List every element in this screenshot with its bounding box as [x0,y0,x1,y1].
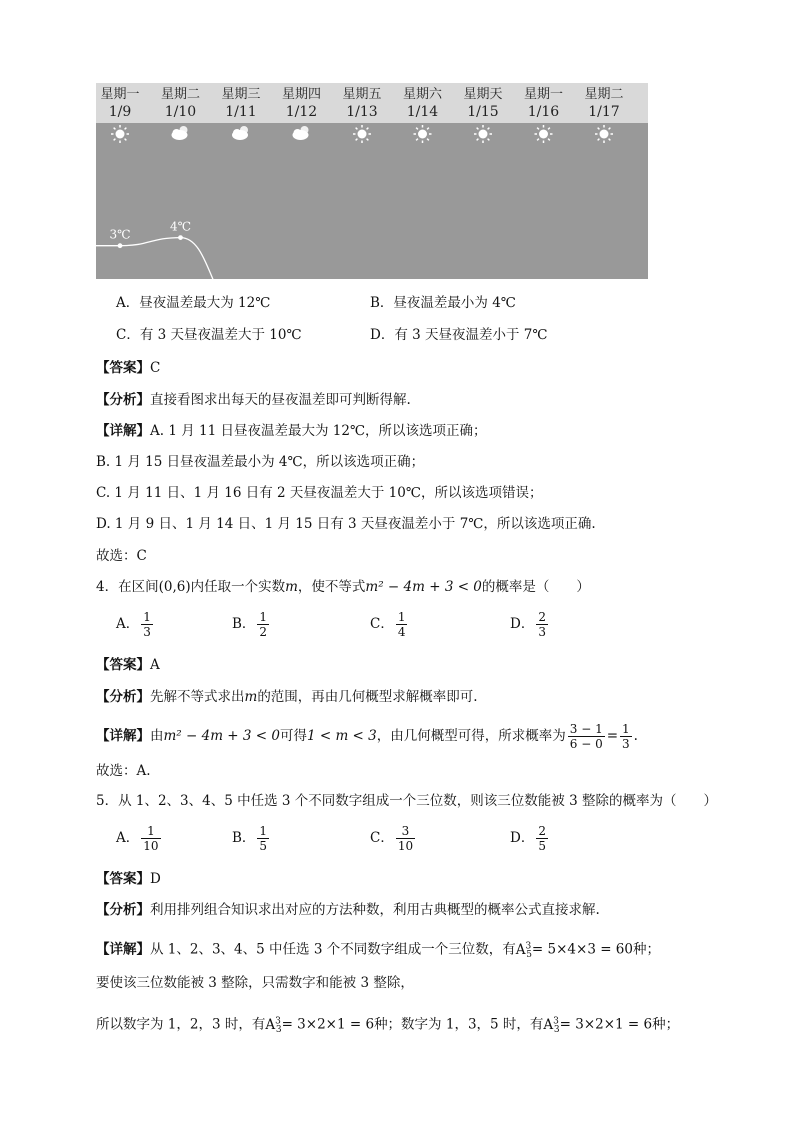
date-label: 1/9 [108,104,132,120]
numerator: 1 [143,610,151,624]
weekday-label: 星期二 [584,87,624,102]
weekday-label: 星期二 [160,87,201,102]
analysis-tag: 【分析】 [96,392,150,408]
denominator: 3 [143,625,151,639]
numerator: 1 [397,610,406,624]
denominator: 3 [622,737,630,751]
option-label: A． [116,616,140,632]
variable-m: m [244,689,258,705]
detail-text: 由 [150,728,164,744]
numerator: 1 [141,824,160,839]
weekday-label: 星期一 [523,87,564,102]
denominator: 2 [259,625,268,639]
interval: (0,6) [158,579,191,595]
q5-option-d [510,824,550,853]
detail-text: 种； [652,1016,680,1033]
date-label: 1/17 [588,104,620,120]
date-label: 1/13 [346,104,378,120]
weather-figure [96,83,648,279]
analysis-text: 的范围，再由几何概型求解概率即可. [257,689,478,705]
range: 1 < m < 3 [306,728,377,744]
detail-text: ，由几何概型可得，所求概率为 [376,728,566,744]
denominator: 10 [397,839,414,853]
stem-text: 的概率是（ ） [481,579,590,595]
date-label: 1/16 [527,104,560,120]
q3-option-c: C．有 3 天昼夜温差大于 10℃ [116,327,302,343]
fraction [396,824,415,853]
equals: = [606,728,619,744]
permutation: $A^3_5$ [515,941,532,961]
numerator: 2 [538,824,546,838]
detail-text: 可得 [279,728,307,744]
analysis-text: 先解不等式求出 [150,689,245,705]
denominator: 10 [143,839,159,853]
weekday-label: 星期三 [221,87,261,102]
denominator: 6 − 0 [569,737,603,751]
variable-m: m [285,579,298,595]
denominator: 5 [259,839,268,853]
detail-tag: 【详解】 [96,423,150,439]
weekday-label: 星期四 [281,87,322,102]
equation: = 5×4×3 = 60 [531,941,633,958]
stem-text: 4．在区间 [96,579,159,595]
weather-chart-area [96,123,648,279]
q5-stem: 5．从 1、2、3、4、5 中任选 3 个不同数字组成一个三位数，则该三位数能被 3 整除的概率为（ ） [96,793,717,809]
inequality: m² − 4m + 3 < 0 [163,728,280,744]
answer-tag: 【答案】 [96,360,150,376]
analysis-text: 利用排列组合知识求出对应的方法种数，利用古典概型的概率公式直接求解. [150,902,600,918]
numerator: 3 − 1 [569,722,603,736]
option-label: B． [232,616,256,632]
detail-text: 种； [633,941,660,958]
answer-tag: 【答案】 [96,657,150,673]
weekday-label: 星期一 [100,87,140,102]
q3-detail-4: D. 1 月 9 日、1 月 14 日、1 月 15 日有 3 天昼夜温差小于 7℃，所以该选项正确. [96,516,596,532]
equation: = 3×2×1 = 6 [281,1016,375,1033]
weekday-label: 星期天 [463,87,503,102]
temp-point [178,235,183,240]
q5-detail-1 [96,936,660,965]
numerator: 1 [259,824,268,838]
detail-tag: 【详解】 [96,941,150,958]
period: . [633,728,638,744]
fraction [536,610,548,639]
fraction [536,824,548,853]
q3-option-b: B．昼夜温差最小为 4℃ [370,295,516,311]
q3-choice: 故选：C [96,548,147,564]
date-label: 1/15 [467,104,499,120]
q3-option-a: A．昼夜温差最大为 12℃ [116,295,271,311]
numerator: 2 [538,610,546,624]
denominator: 3 [538,625,546,639]
q5-analysis [96,900,600,920]
q4-stem [96,577,590,597]
q4-option-c [370,610,409,639]
answer-value: A [150,657,160,673]
detail-text: 从 1、2、3、4、5 中任选 3 个不同数字组成一个三位数，有 [150,941,516,958]
q4-option-b [232,610,271,639]
fraction [141,610,153,639]
permutation: $A^3_3$ [543,1016,560,1036]
temp-point [118,243,123,248]
high-temp-label: 3℃ [109,227,131,242]
perm-symbol: A [543,1016,554,1033]
numerator: 1 [622,722,630,736]
q3-analysis [96,390,411,410]
q4-analysis [96,687,478,707]
q3-detail-3: C. 1 月 11 日、1 月 16 日有 2 天昼夜温差大于 10℃，所以该选项错误； [96,485,543,501]
q5-option-c [370,824,417,853]
q5-detail-3 [96,1011,679,1040]
q5-detail-2: 要使该三位数能被 3 整除，只需数字和能被 3 整除， [96,975,414,991]
q3-option-d: D．有 3 天昼夜温差小于 7℃ [370,327,548,343]
fraction [620,722,632,751]
detail-text: 所以数字为 1，2，3 时，有 [96,1016,266,1033]
q4-option-d [510,610,550,639]
q3-detail-1 [96,421,487,441]
option-label: A． [116,830,140,846]
inequality: m² − 4m + 3 < 0 [365,579,482,595]
analysis-tag: 【分析】 [96,689,150,705]
option-label: C． [370,830,394,846]
analysis-tag: 【分析】 [96,902,150,918]
q3-detail-2: B. 1 月 15 日昼夜温差最小为 4℃，所以该选项正确； [96,454,425,470]
denominator: 5 [538,839,546,853]
denominator: 4 [397,625,406,639]
q3-answer [96,358,160,378]
q5-option-a [116,824,163,853]
weekday-label: 星期五 [342,87,382,102]
fraction [396,610,408,639]
numerator: 1 [259,610,268,624]
q5-answer [96,869,161,889]
date-label: 1/10 [164,104,197,120]
date-label: 1/11 [225,104,257,120]
option-label: D． [510,830,535,846]
perm-symbol: A [515,941,526,958]
fraction [257,610,269,639]
answer-tag: 【答案】 [96,871,150,887]
answer-value: D [150,871,161,887]
weekday-label: 星期六 [402,87,443,102]
stem-text: ，使不等式 [297,579,366,595]
q4-answer [96,655,160,675]
equation: = 3×2×1 = 6 [559,1016,653,1033]
high-temp-label: 4℃ [169,219,192,234]
fraction [568,722,605,751]
date-label: 1/14 [406,104,439,120]
detail-text: 种；数字为 1，3，5 时，有 [374,1016,544,1033]
detail-text: A. 1 月 11 日昼夜温差最大为 12℃，所以该选项正确； [150,423,487,439]
option-label: C． [370,616,394,632]
fraction [141,824,160,853]
q5-option-b [232,824,271,853]
answer-value: C [150,360,161,376]
numerator: 3 [396,824,415,839]
fraction [257,824,269,853]
q4-option-a [116,610,155,639]
q4-detail [96,722,638,751]
perm-symbol: A [265,1016,276,1033]
detail-tag: 【详解】 [96,728,150,744]
date-label: 1/12 [285,104,318,120]
stem-text: 内任取一个实数 [190,579,286,595]
analysis-text: 直接看图求出每天的昼夜温差即可判断得解. [150,392,411,408]
permutation: $A^3_3$ [265,1016,282,1036]
q4-choice: 故选：A. [96,763,151,779]
option-label: B． [232,830,256,846]
option-label: D． [510,616,535,632]
